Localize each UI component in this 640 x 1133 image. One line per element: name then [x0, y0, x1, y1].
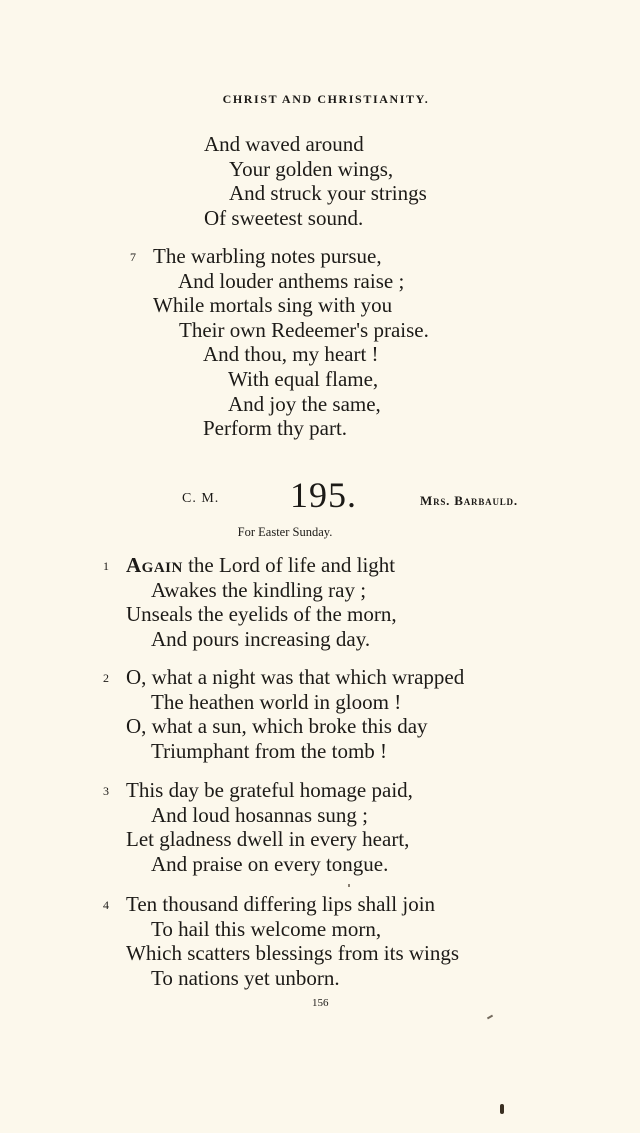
stanza-number: 1	[103, 559, 109, 573]
verse-line: With equal flame,	[228, 366, 379, 391]
stanza-number: 7	[130, 250, 136, 264]
stanza-3	[126, 778, 413, 876]
verse-line: And joy the same,	[228, 391, 381, 416]
verse-line: And thou, my heart !	[203, 342, 379, 367]
first-word: Again	[126, 553, 183, 577]
stanza-7	[153, 244, 429, 441]
verse-line: Ten thousand differing lips shall join	[126, 892, 436, 916]
verse-line: O, what a sun, which broke this day	[126, 714, 428, 739]
verse-line: And praise on every tongue.	[151, 851, 389, 876]
verse-line: Unseals the eyelids of the morn,	[126, 602, 397, 627]
hymn-occasion: For Easter Sunday.	[237, 525, 333, 539]
verse-line: Your golden wings,	[229, 156, 394, 181]
stanza-number: 3	[103, 784, 109, 798]
verse-line: And waved around	[204, 132, 364, 156]
verse-line: And struck your strings	[229, 181, 427, 206]
verse-line: Let gladness dwell in every heart,	[126, 827, 410, 852]
verse-line: And pours increasing day.	[151, 626, 371, 651]
running-head: CHRIST AND CHRISTIANITY.	[222, 92, 430, 106]
verse-line: Awakes the kindling ray ;	[151, 577, 367, 602]
first-line-rest: the Lord of life and light	[182, 553, 396, 577]
verse-line: The heathen world in gloom !	[151, 689, 402, 714]
page-number: 156	[312, 997, 329, 1009]
stanza-number: 2	[103, 671, 109, 685]
paper-speck	[348, 884, 350, 887]
verse-line: And loud hosannas sung ;	[151, 802, 368, 827]
stanza-4	[126, 892, 459, 990]
stanza-1	[126, 553, 397, 651]
verse-line: Perform thy part.	[203, 416, 348, 441]
hymn-meter: C. M.	[182, 491, 220, 506]
verse-line: O, what a night was that which wrapped	[126, 665, 465, 689]
verse-line: And louder anthems raise ;	[178, 268, 405, 293]
verse-line: To hail this welcome morn,	[151, 916, 382, 941]
paper-speck	[500, 1104, 504, 1114]
verse-line: To nations yet unborn.	[151, 965, 340, 990]
hymn-number: 195.	[290, 475, 357, 515]
verse-line: Which scatters blessings from its wings	[126, 941, 460, 966]
stanza-2	[126, 665, 464, 763]
verse-line: Triumphant from the tomb !	[151, 738, 388, 763]
stanza-number: 4	[103, 898, 109, 912]
verse-line: Their own Redeemer's praise.	[179, 317, 429, 342]
verse-line: This day be grateful homage paid,	[126, 778, 413, 802]
verse-line: The warbling notes pursue,	[153, 244, 382, 268]
hymn-author: Mrs. Barbauld.	[420, 493, 518, 508]
verse-line: Of sweetest sound.	[204, 205, 364, 230]
verse-line	[126, 553, 397, 578]
verse-line: While mortals sing with you	[153, 293, 393, 318]
stanza-continuation	[204, 132, 427, 230]
paper-speck	[487, 1015, 493, 1020]
